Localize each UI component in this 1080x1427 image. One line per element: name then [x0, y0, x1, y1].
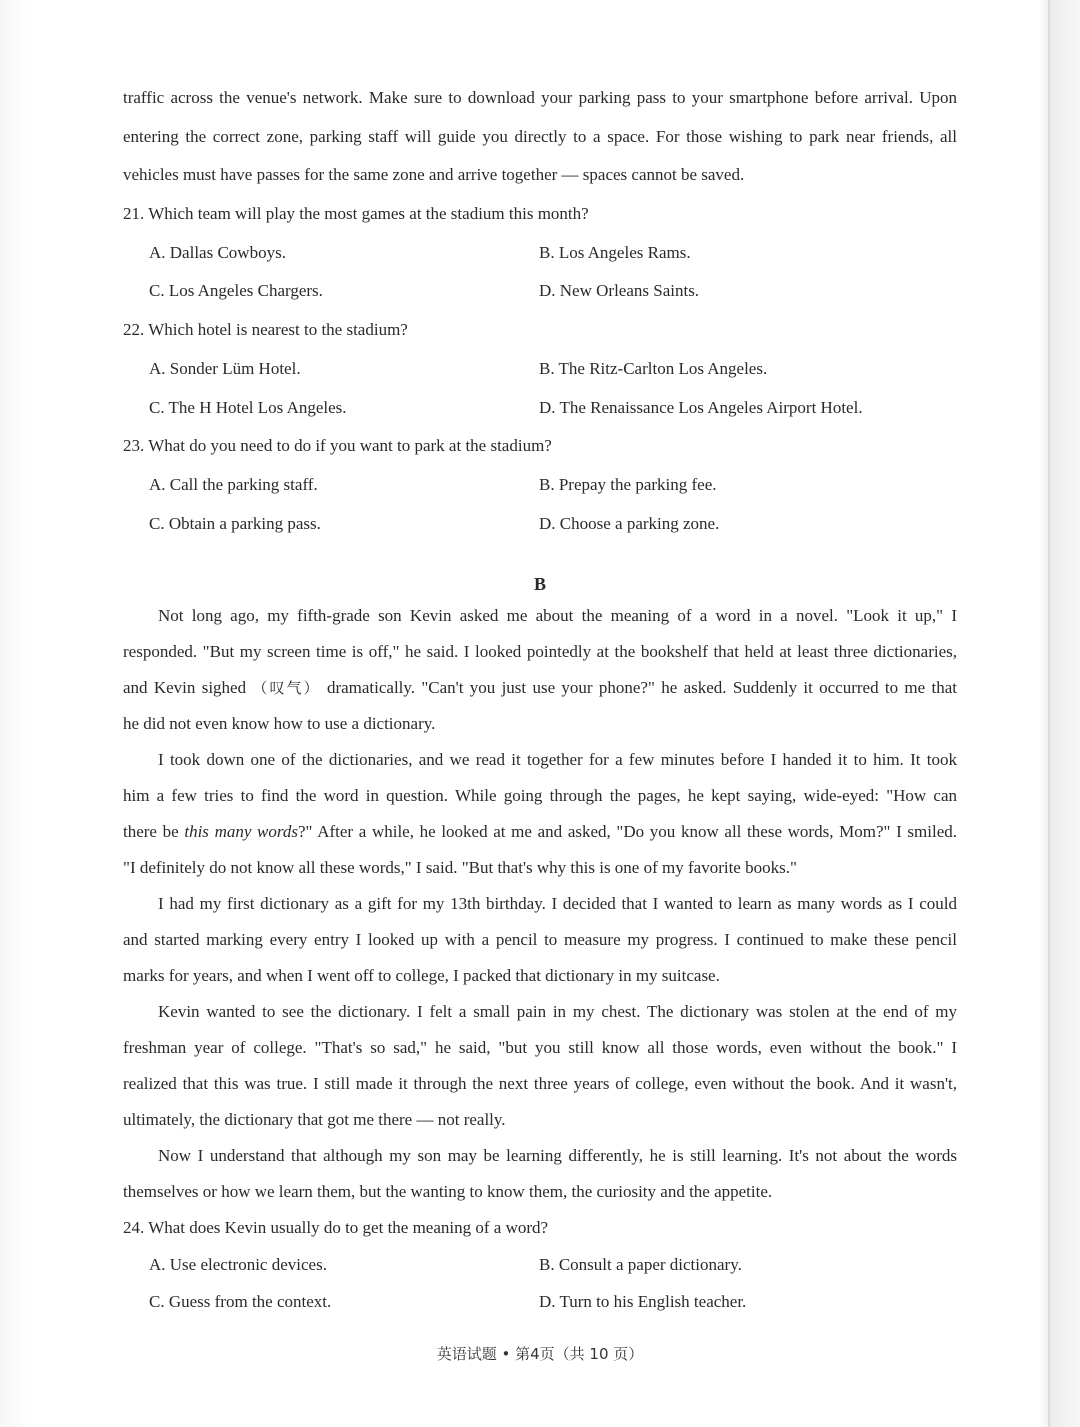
question-24: [123, 1214, 957, 1325]
option-c: C. Guess from the context.: [149, 1292, 332, 1312]
question-stem: 23. What do you need to do if you want to park at the stadium?: [123, 436, 552, 456]
passage-line: entering the correct zone, parking staff will guide you directly to a space. For those wishing to park near friends, all: [123, 126, 957, 146]
question-22: [123, 316, 957, 432]
passage-line: vehicles must have passes for the same zone and arrive together — spaces cannot be saved.: [123, 165, 745, 185]
paragraph-2: [123, 746, 957, 890]
option-b: B. Los Angeles Rams.: [539, 242, 691, 262]
page-content: [123, 84, 957, 1325]
paragraph-line: marks for years, and when I went off to college, I packed that dictionary in my suitcase.: [123, 966, 720, 986]
paragraph-line: [123, 818, 957, 854]
paragraph-line: freshman year of college. "That's so sad," he said, "but you still know all those words, even without the book." I: [123, 1038, 957, 1058]
paragraph-line: him a few tries to find the word in question. While going through the pages, he kept saying, wide-eyed: "How can: [123, 786, 957, 806]
paragraph-line: and started marking every entry I looked up with a pencil to measure my progress. I continued to make these pencil: [123, 930, 957, 950]
option-d: D. New Orleans Saints.: [539, 281, 700, 301]
question-stem: 21. Which team will play the most games at the stadium this month?: [123, 204, 589, 224]
option-d: D. Choose a parking zone.: [539, 513, 720, 533]
paragraph-line: [123, 674, 957, 710]
option-d: D. Turn to his English teacher.: [539, 1292, 747, 1312]
text-segment: there be: [123, 822, 185, 842]
paragraph-line: I took down one of the dictionaries, and we read it together for a few minutes before I handed it to him. It took: [158, 750, 957, 770]
italic-text: this many words: [184, 822, 298, 842]
paragraph-5: [123, 1142, 957, 1214]
option-row: [123, 355, 957, 394]
section-b-title: B: [533, 574, 546, 595]
option-a: A. Use electronic devices.: [149, 1255, 327, 1275]
passage-a-tail: [123, 84, 957, 200]
chinese-gloss: （叹气）: [252, 679, 321, 698]
text-segment: dramatically. "Can't you just use your phone?" he asked. Suddenly it occurred to me that: [320, 678, 957, 698]
paragraph-line: ultimately, the dictionary that got me there — not really.: [123, 1110, 506, 1130]
question-23: [123, 432, 957, 548]
paragraph-line: Not long ago, my fifth-grade son Kevin asked me about the meaning of a word in a novel. "Look it up," I: [158, 606, 957, 626]
paragraph-line: themselves or how we learn them, but the wanting to know them, the curiosity and the appetite.: [123, 1182, 773, 1202]
paragraph-line: he did not even know how to use a dictionary.: [123, 714, 436, 734]
question-21: [123, 200, 957, 316]
paragraph-line: realized that this was true. I still made it through the next three years of college, even without the book. And it wasn't,: [123, 1074, 957, 1094]
option-row: [123, 394, 957, 433]
option-c: C. The H Hotel Los Angeles.: [149, 397, 347, 417]
option-row: [123, 471, 957, 510]
text-segment: ?" After a while, he looked at me and asked, "Do you know all these words, Mom?" I smiled.: [298, 822, 957, 842]
paragraph-3: [123, 890, 957, 998]
page-footer: 英语试题 • 第4页（共 10 页）: [436, 1345, 644, 1363]
option-row: [123, 277, 957, 316]
option-a: A. Dallas Cowboys.: [149, 242, 286, 262]
paragraph-4: [123, 998, 957, 1142]
passage-line: traffic across the venue's network. Make sure to download your parking pass to your smartphone before arrival. Upon: [123, 88, 957, 107]
option-b: B. The Ritz-Carlton Los Angeles.: [539, 358, 768, 378]
option-row: [123, 1288, 957, 1325]
option-b: B. Prepay the parking fee.: [539, 474, 717, 494]
paragraph-line: Now I understand that although my son may be learning differently, he is still learning. It's not about the words: [158, 1146, 957, 1166]
option-c: C. Los Angeles Chargers.: [149, 281, 323, 301]
option-row: [123, 510, 957, 549]
page-edge-shadow: [1048, 0, 1050, 1427]
option-row: [123, 239, 957, 278]
paragraph-1: [123, 602, 957, 746]
paragraph-line: Kevin wanted to see the dictionary. I felt a small pain in my chest. The dictionary was stolen at the end of my: [158, 1002, 957, 1022]
option-row: [123, 1251, 957, 1288]
option-d: D. The Renaissance Los Angeles Airport Hotel.: [539, 397, 863, 417]
option-b: B. Consult a paper dictionary.: [539, 1255, 742, 1275]
text-segment: and Kevin sighed: [123, 678, 253, 698]
paragraph-line: I had my first dictionary as a gift for my 13th birthday. I decided that I wanted to learn as many words as I could: [158, 894, 957, 914]
option-a: A. Call the parking staff.: [149, 474, 318, 494]
question-stem: 24. What does Kevin usually do to get the meaning of a word?: [123, 1218, 549, 1238]
paragraph-line: responded. "But my screen time is off," he said. I looked pointedly at the bookshelf that held at least three dictionaries,: [123, 642, 957, 662]
paragraph-line: "I definitely do not know all these words," I said. "But that's why this is one of my favorite books.": [123, 858, 797, 878]
option-c: C. Obtain a parking pass.: [149, 513, 321, 533]
option-a: A. Sonder Lüm Hotel.: [149, 358, 301, 378]
question-stem: 22. Which hotel is nearest to the stadium?: [123, 320, 408, 340]
